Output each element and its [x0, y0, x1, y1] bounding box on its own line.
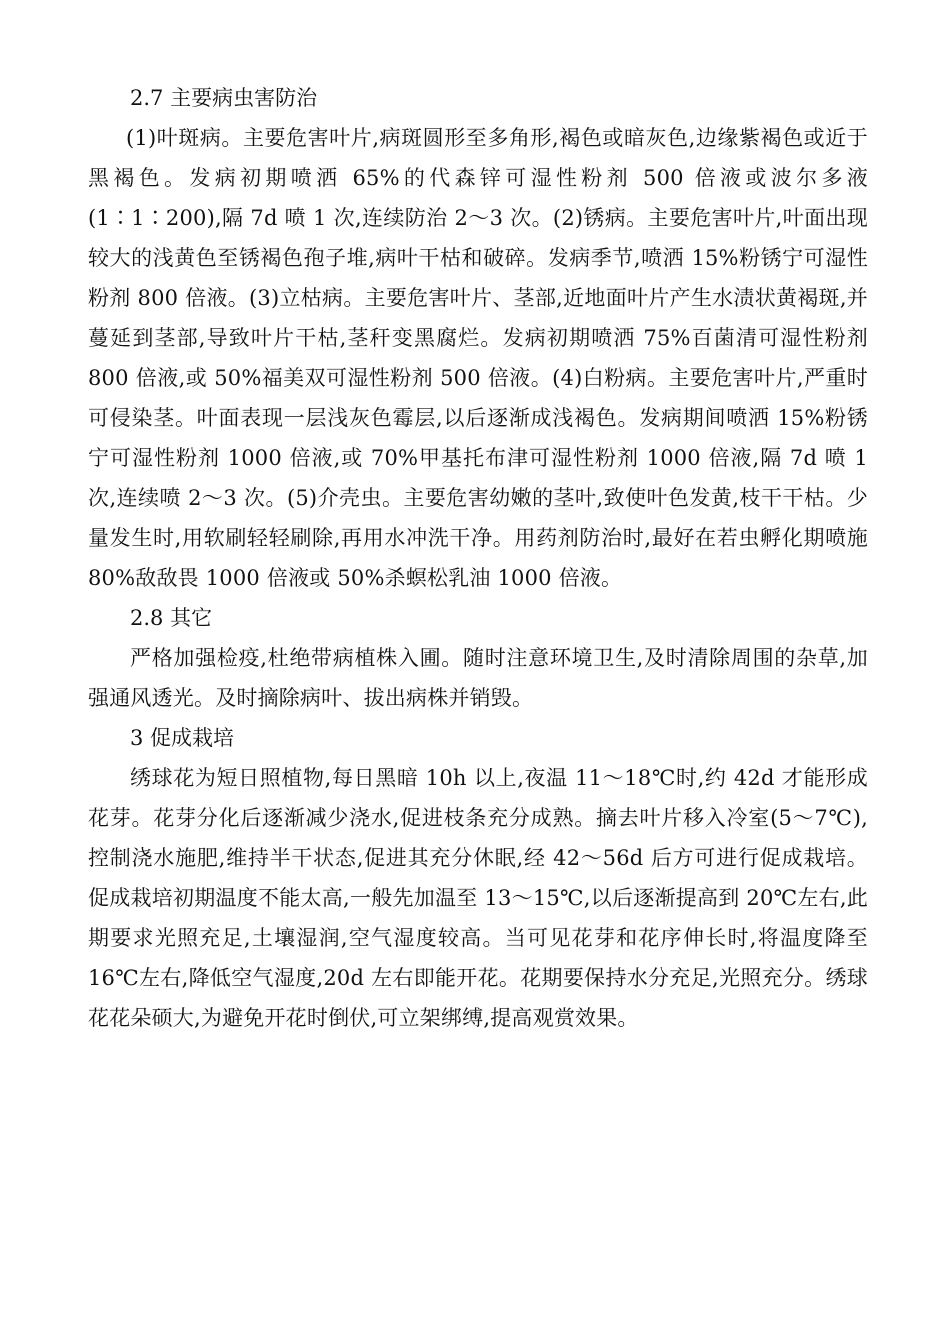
- section-heading-forcing-cultivation: 3 促成栽培: [130, 726, 235, 750]
- section-heading-other: 2.8 其它: [130, 606, 213, 630]
- paragraph-pest-control: (1)叶斑病。主要危害叶片,病斑圆形至多角形,褐色或暗灰色,边缘紫褐色或近于黑褐色。发病初期喷洒 65%的代森锌可湿性粉剂 500 倍液或波尔多液(1∶1∶200),隔 7d 喷 1 次,连续防治 2～3 次。(2)锈病。主要危害叶片,叶面出现较大的浅黄色至锈褐色孢子堆,病叶干枯和破碎。发病季节,喷洒 15%粉锈宁可湿性粉剂 800 倍液。(3)立枯病。主要危害叶片、茎部,近地面叶片产生水渍状黄褐斑,并蔓延到茎部,导致叶片干枯,茎秆变黑腐烂。发病初期喷洒 75%百菌清可湿性粉剂 800 倍液,或 50%福美双可湿性粉剂 500 倍液。(4)白粉病。主要危害叶片,严重时可侵染茎。叶面表现一层浅灰色霉层,以后逐渐成浅褐色。发病期间喷洒 15%粉锈宁可湿性粉剂 1000 倍液,或 70%甲基托布津可湿性粉剂 1000 倍液,隔 7d 喷 1 次,连续喷 2～3 次。(5)介壳虫。主要危害幼嫩的茎叶,致使叶色发黄,枝干干枯。少量发生时,用软刷轻轻刷除,再用水冲洗干净。用药剂防治时,最好在若虫孵化期喷施 80%敌敌畏 1000 倍液或 50%杀螟松乳油 1000 倍液。: [88, 126, 868, 590]
- paragraph-forcing-cultivation: 绣球花为短日照植物,每日黑暗 10h 以上,夜温 11～18℃时,约 42d 才能形成花芽。花芽分化后逐渐减少浇水,促进枝条充分成熟。摘去叶片移入冷室(5～7℃),控制浇水施肥,维持半干状态,促进其充分休眠,经 42～56d 后方可进行促成栽培。促成栽培初期温度不能太高,一般先加温至 13～15℃,以后逐渐提高到 20℃左右,此期要求光照充足,土壤湿润,空气湿度较高。当可见花芽和花序伸长时,将温度降至 16℃左右,降低空气湿度,20d 左右即能开花。花期要保持水分充足,光照充分。绣球花花朵硕大,为避免开花时倒伏,可立架绑缚,提高观赏效果。: [88, 766, 868, 1030]
- paragraph-other: 严格加强检疫,杜绝带病植株入圃。随时注意环境卫生,及时清除周围的杂草,加强通风透光。及时摘除病叶、拔出病株并销毁。: [88, 646, 868, 710]
- document-body: [88, 78, 868, 1038]
- section-heading-pest-control: 2.7 主要病虫害防治: [130, 86, 318, 110]
